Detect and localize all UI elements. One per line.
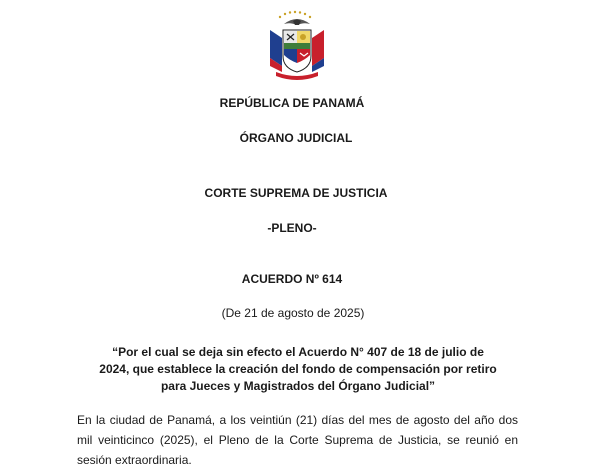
header-republic: REPÚBLICA DE PANAMÁ	[219, 96, 365, 110]
agreement-date: (De 21 de agosto de 2025)	[221, 306, 365, 320]
coat-of-arms-panama-icon	[262, 8, 332, 80]
header-organ: ÓRGANO JUDICIAL	[239, 131, 353, 145]
agreement-title: “Por el cual se deja sin efecto el Acuerdo N° 407 de 18 de julio de 2024, que establece la creación del fondo de compensación por retiro para Jueces y Magistrados del Órgano Judicial”	[99, 345, 497, 393]
agreement-number: ACUERDO Nº 614	[241, 272, 343, 286]
header-court: CORTE SUPREMA DE JUSTICIA	[204, 186, 388, 200]
header-plenary: -PLENO-	[267, 221, 317, 235]
body-paragraph: En la ciudad de Panamá, a los veintiún (21) días del mes de agosto del año dos mil veinticinco (2025), el Pleno de la Corte Suprema de Justicia, se reunió en sesión extraordinaria.	[77, 413, 518, 467]
